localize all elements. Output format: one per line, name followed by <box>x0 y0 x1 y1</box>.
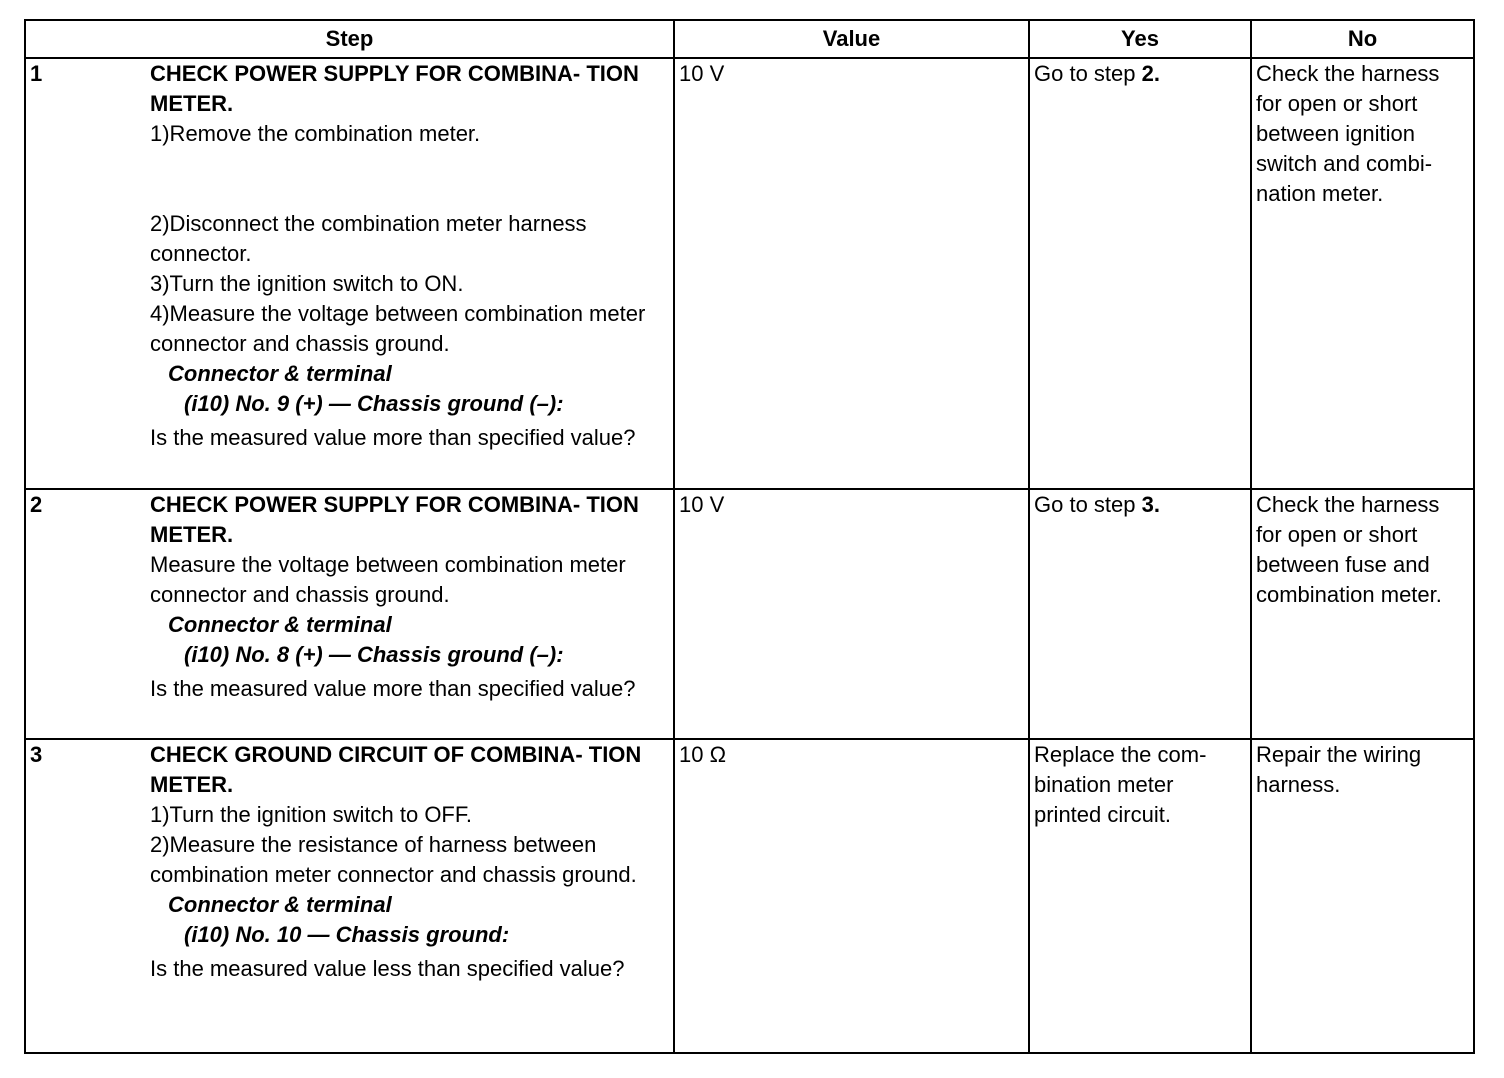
step-cell <box>25 58 674 489</box>
step-instruction: 4)Measure the voltage between combination meter connector and chassis ground. <box>150 301 646 356</box>
step-instruction: 2)Measure the resistance of harness between combination meter connector and chassis ground. <box>150 832 637 887</box>
header-row <box>25 20 1474 58</box>
step-question: Is the measured value more than specified value? <box>150 676 636 701</box>
table-row <box>25 58 1474 489</box>
yes-cell <box>1029 489 1251 739</box>
step-title: CHECK POWER SUPPLY FOR COMBINA- TION METER. <box>150 61 639 116</box>
table-row <box>25 739 1474 1053</box>
connector-terminal: (i10) No. 10 — Chassis ground: <box>184 922 510 947</box>
connector-label: Connector & terminal <box>168 361 392 386</box>
yes-text: Go to step <box>1034 61 1142 86</box>
no-cell: Repair the wiring harness. <box>1251 739 1474 1053</box>
yes-step-ref: 3. <box>1141 492 1160 517</box>
step-instruction: Measure the voltage between combination meter connector and chassis ground. <box>150 552 626 607</box>
step-question: Is the measured value less than specified value? <box>150 956 625 981</box>
step-instruction: 2)Disconnect the combination meter harness connector. <box>150 211 587 266</box>
no-cell: Check the harness for open or short between ignition switch and combi- nation meter. <box>1251 58 1474 489</box>
step-cell <box>25 489 674 739</box>
connector-terminal: (i10) No. 9 (+) — Chassis ground (–): <box>184 391 564 416</box>
header-yes: Yes <box>1029 20 1251 58</box>
step-cell <box>25 739 674 1053</box>
step-instruction: 3)Turn the ignition switch to ON. <box>150 271 464 296</box>
connector-label: Connector & terminal <box>168 612 392 637</box>
step-instruction: 1)Turn the ignition switch to OFF. <box>150 802 472 827</box>
step-number: 2 <box>30 492 43 517</box>
no-cell: Check the harness for open or short between fuse and combination meter. <box>1251 489 1474 739</box>
step-instruction: 1)Remove the combination meter. <box>150 121 481 146</box>
header-value: Value <box>674 20 1029 58</box>
connector-label: Connector & terminal <box>168 892 392 917</box>
header-step: Step <box>25 20 674 58</box>
value-cell: 10 Ω <box>674 739 1029 1053</box>
header-no: No <box>1251 20 1474 58</box>
step-title: CHECK POWER SUPPLY FOR COMBINA- TION METER. <box>150 492 639 547</box>
value-cell: 10 V <box>674 489 1029 739</box>
yes-cell <box>1029 58 1251 489</box>
yes-step-ref: 2. <box>1141 61 1160 86</box>
diagnostic-table <box>24 19 1475 1054</box>
step-number: 1 <box>30 61 43 86</box>
step-title: CHECK GROUND CIRCUIT OF COMBINA- TION METER. <box>150 742 642 797</box>
yes-text: Go to step <box>1034 492 1142 517</box>
step-question: Is the measured value more than specified value? <box>150 425 636 450</box>
connector-terminal: (i10) No. 8 (+) — Chassis ground (–): <box>184 642 564 667</box>
step-number: 3 <box>30 742 43 767</box>
value-cell: 10 V <box>674 58 1029 489</box>
table-row <box>25 489 1474 739</box>
yes-cell: Replace the com- bination meter printed circuit. <box>1029 739 1251 1053</box>
